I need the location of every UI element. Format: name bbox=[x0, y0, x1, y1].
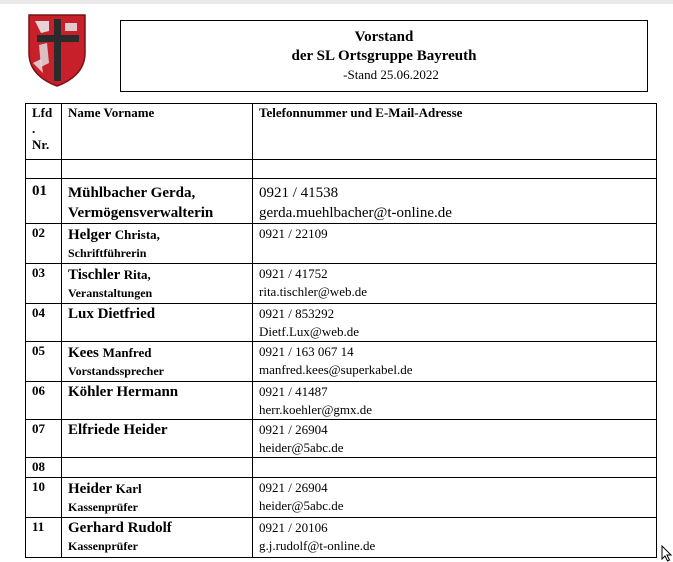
member-name-cell bbox=[62, 458, 253, 478]
email-address: Dietf.Lux@web.de bbox=[259, 324, 360, 339]
member-name-cell bbox=[62, 420, 253, 458]
member-contact-cell bbox=[253, 518, 657, 558]
member-contact-cell bbox=[253, 179, 657, 224]
row-number: 10 bbox=[26, 478, 62, 518]
member-surname: Lux Dietfried bbox=[68, 306, 156, 322]
row-number: 05 bbox=[26, 342, 62, 382]
member-name-cell bbox=[62, 342, 253, 382]
member-name-cell bbox=[62, 304, 253, 342]
email-address: herr.koehler@gmx.de bbox=[259, 402, 373, 417]
member-contact-cell bbox=[253, 224, 657, 264]
table-row bbox=[26, 179, 657, 224]
table-row bbox=[26, 224, 657, 264]
member-contact-cell bbox=[253, 382, 657, 420]
member-surname: Elfriede Heider bbox=[68, 422, 168, 438]
header-name: Name Vorname bbox=[62, 104, 253, 160]
member-role: Schriftführerin bbox=[68, 246, 147, 260]
header-contact: Telefonnummer und E-Mail-Adresse bbox=[253, 104, 657, 160]
member-contact-cell bbox=[253, 342, 657, 382]
member-surname: Tischler bbox=[68, 267, 120, 283]
member-name-cell bbox=[62, 264, 253, 304]
member-surname: Heider bbox=[68, 481, 112, 497]
phone-number: 0921 / 20106 bbox=[259, 520, 328, 535]
member-firstname: Rita, bbox=[123, 267, 151, 282]
member-contact-cell bbox=[253, 304, 657, 342]
date-line: -Stand 25.06.2022 bbox=[343, 67, 439, 82]
table-row bbox=[26, 264, 657, 304]
coat-of-arms-icon bbox=[27, 13, 87, 87]
member-role: Kassenprüfer bbox=[68, 500, 138, 514]
header-nr: Lfd . Nr. bbox=[26, 104, 62, 160]
member-role: Vorstandssprecher bbox=[68, 364, 165, 378]
table-row bbox=[26, 478, 657, 518]
member-role: Kassenprüfer bbox=[68, 539, 138, 553]
member-firstname: Christa, bbox=[114, 227, 160, 242]
spacer-row bbox=[26, 160, 657, 179]
table-row bbox=[26, 304, 657, 342]
phone-number: 0921 / 41487 bbox=[259, 384, 328, 399]
member-name-cell bbox=[62, 179, 253, 224]
table-row bbox=[26, 382, 657, 420]
member-name-cell bbox=[62, 224, 253, 264]
table-row bbox=[26, 342, 657, 382]
title-line-2: der SL Ortsgruppe Bayreuth bbox=[291, 48, 477, 64]
phone-number: 0921 / 26904 bbox=[259, 422, 328, 437]
row-number: 08 bbox=[26, 458, 62, 478]
row-number: 02 bbox=[26, 224, 62, 264]
member-firstname: Karl bbox=[115, 481, 142, 496]
table-row bbox=[26, 420, 657, 458]
email-address: g.j.rudolf@t-online.de bbox=[259, 538, 376, 553]
member-contact-cell bbox=[253, 458, 657, 478]
member-surname: Helger bbox=[68, 227, 112, 243]
member-firstname: Manfred bbox=[102, 345, 152, 360]
member-name-cell bbox=[62, 382, 253, 420]
row-number: 03 bbox=[26, 264, 62, 304]
member-name-cell bbox=[62, 518, 253, 558]
table-row bbox=[26, 458, 657, 478]
phone-number: 0921 / 853292 bbox=[259, 306, 335, 321]
members-table bbox=[25, 103, 657, 558]
row-number: 04 bbox=[26, 304, 62, 342]
member-role: Veranstaltungen bbox=[68, 286, 153, 300]
member-contact-cell bbox=[253, 264, 657, 304]
row-number: 07 bbox=[26, 420, 62, 458]
row-number: 11 bbox=[26, 518, 62, 558]
email-address: heider@5abc.de bbox=[259, 440, 344, 455]
phone-number: 0921 / 41538 bbox=[259, 185, 339, 201]
table-header-row bbox=[26, 104, 657, 160]
email-address: manfred.kees@superkabel.de bbox=[259, 362, 413, 377]
row-number: 06 bbox=[26, 382, 62, 420]
phone-number: 0921 / 26904 bbox=[259, 480, 328, 495]
title-box bbox=[120, 20, 648, 92]
phone-number: 0921 / 22109 bbox=[259, 226, 328, 241]
title-line-1: Vorstand bbox=[354, 29, 414, 45]
table-row bbox=[26, 518, 657, 558]
member-surname: Köhler Hermann bbox=[68, 384, 179, 400]
phone-number: 0921 / 163 067 14 bbox=[259, 344, 354, 359]
mouse-cursor-icon bbox=[661, 545, 673, 562]
member-surname: Mühlbacher Gerda, bbox=[68, 185, 196, 201]
phone-number: 0921 / 41752 bbox=[259, 266, 328, 281]
member-name-cell bbox=[62, 478, 253, 518]
member-role: Vermögensverwalterin bbox=[68, 205, 214, 221]
member-surname: Gerhard Rudolf bbox=[68, 520, 172, 536]
member-surname: Kees bbox=[68, 345, 99, 361]
email-address: heider@5abc.de bbox=[259, 498, 344, 513]
member-contact-cell bbox=[253, 420, 657, 458]
row-number: 01 bbox=[26, 179, 62, 224]
email-address: rita.tischler@web.de bbox=[259, 284, 367, 299]
email-address: gerda.muehlbacher@t-online.de bbox=[259, 205, 452, 221]
viewer-top-bar bbox=[0, 0, 673, 4]
member-contact-cell bbox=[253, 478, 657, 518]
